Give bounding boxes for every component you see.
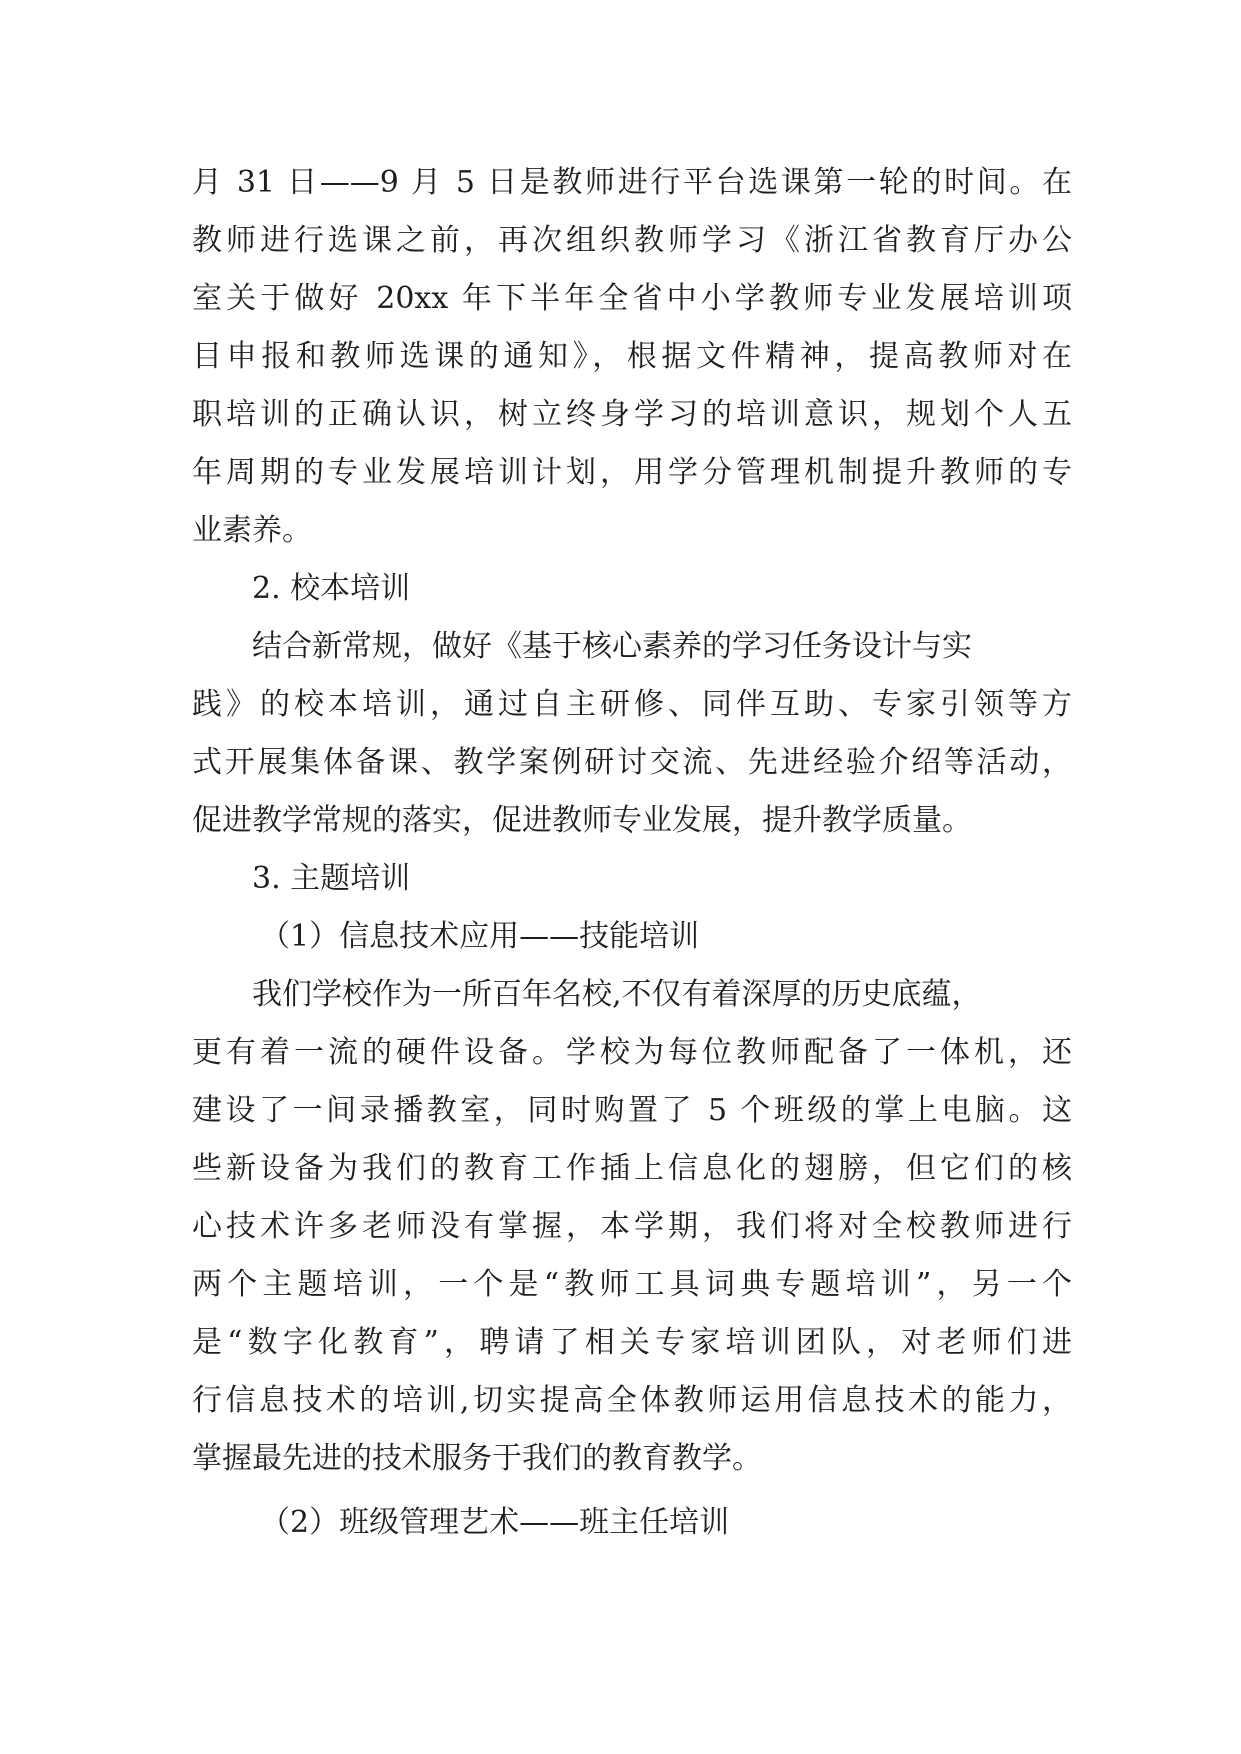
document-body bbox=[192, 154, 1072, 1552]
paragraph-line: 职培训的正确认识，树立终身学习的培训意识，规划个人五 bbox=[192, 397, 1072, 432]
section-heading-theme-training: 3. 主题培训 bbox=[252, 861, 411, 896]
subheading-class-management: （2）班级管理艺术——班主任培训 bbox=[260, 1505, 730, 1540]
intro-paragraph bbox=[192, 154, 1072, 560]
paragraph-line: 结合新常规，做好《基于核心素养的学习任务设计与实 bbox=[252, 629, 972, 664]
paragraph-line: 心技术许多老师没有掌握，本学期，我们将对全校教师进行 bbox=[192, 1209, 1072, 1244]
paragraph-line: 我们学校作为一所百年名校,不仅有着深厚的历史底蕴， bbox=[252, 977, 982, 1012]
paragraph-line: 行信息技术的培训,切实提高全体教师运用信息技术的能力， bbox=[192, 1383, 1072, 1418]
paragraph-line: 更有着一流的硬件设备。学校为每位教师配备了一体机，还 bbox=[192, 1035, 1072, 1070]
paragraph-line: 掌握最先进的技术服务于我们的教育教学。 bbox=[192, 1441, 762, 1476]
paragraph-line: 月 31 日——9 月 5 日是教师进行平台选课第一轮的时间。在 bbox=[192, 165, 1072, 200]
paragraph-line: 践》的校本培训，通过自主研修、同伴互助、专家引领等方 bbox=[192, 687, 1072, 722]
paragraph-line: 建设了一间录播教室，同时购置了 5 个班级的掌上电脑。这 bbox=[192, 1093, 1072, 1128]
it-training-paragraph bbox=[192, 966, 1072, 1488]
subheading-it-training: （1）信息技术应用——技能培训 bbox=[260, 919, 700, 954]
paragraph-line: 些新设备为我们的教育工作插上信息化的翅膀，但它们的核 bbox=[192, 1151, 1072, 1186]
paragraph-line: 业素养。 bbox=[192, 513, 312, 548]
section-heading-school-training: 2. 校本培训 bbox=[252, 571, 411, 606]
paragraph-line: 两个主题培训，一个是“教师工具词典专题培训”，另一个 bbox=[192, 1267, 1072, 1302]
paragraph-line: 式开展集体备课、教学案例研讨交流、先进经验介绍等活动， bbox=[192, 745, 1072, 780]
paragraph-line: 室关于做好 20xx 年下半年全省中小学教师专业发展培训项 bbox=[192, 281, 1072, 316]
paragraph-line: 促进教学常规的落实，促进教师专业发展，提升教学质量。 bbox=[192, 803, 972, 838]
paragraph-line: 教师进行选课之前，再次组织教师学习《浙江省教育厅办公 bbox=[192, 223, 1072, 258]
paragraph-line: 是“数字化教育”，聘请了相关专家培训团队，对老师们进 bbox=[192, 1325, 1072, 1360]
paragraph-line: 目申报和教师选课的通知》，根据文件精神，提高教师对在 bbox=[192, 339, 1072, 374]
paragraph-line: 年周期的专业发展培训计划，用学分管理机制提升教师的专 bbox=[192, 455, 1072, 490]
school-training-paragraph bbox=[192, 618, 1072, 850]
